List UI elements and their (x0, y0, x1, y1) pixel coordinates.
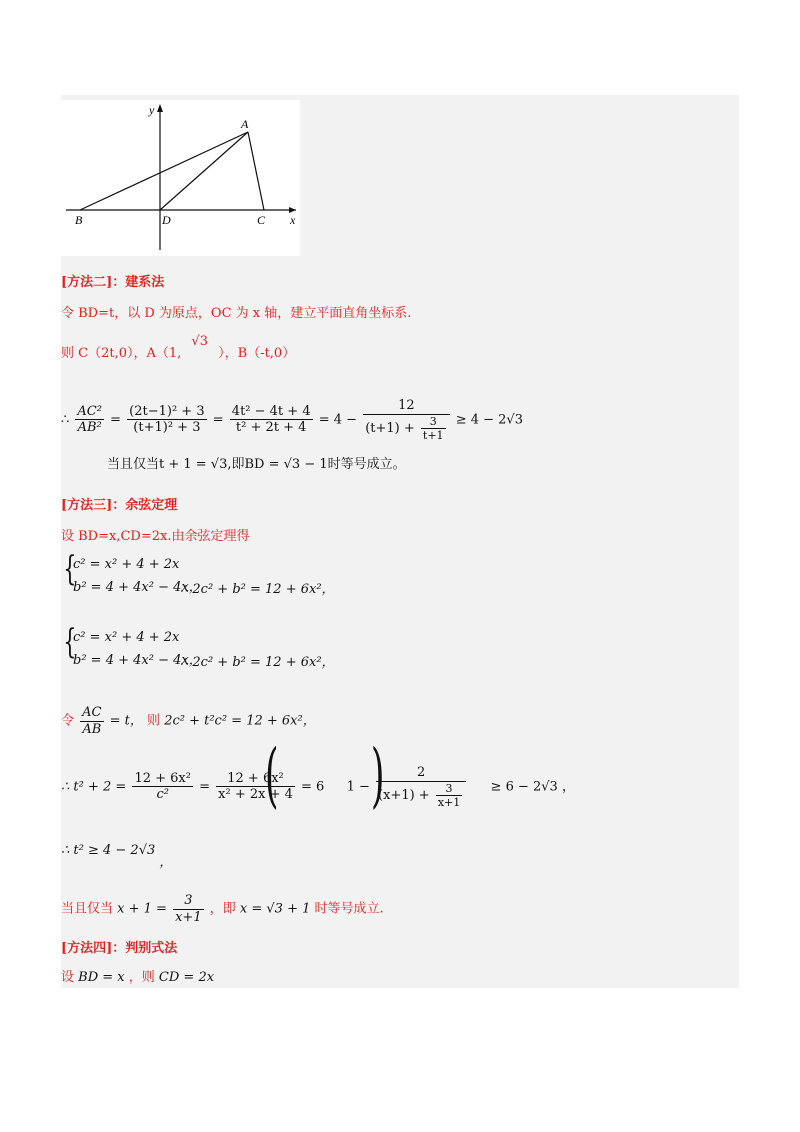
let-then: 则 (147, 713, 161, 729)
frac-den: x+1 (175, 909, 202, 925)
equals-sign: = (199, 779, 210, 795)
cond-prefix: 当且仅当 (61, 901, 114, 917)
t2-lhs: ∴ t² + 2 = (61, 779, 127, 795)
label-c: C (257, 213, 266, 227)
segment-ba (80, 132, 248, 210)
frac-squares (127, 404, 206, 436)
let-result: 2c² + t²c² = 12 + 6x²， (164, 713, 316, 729)
set-then: ，则 (128, 970, 155, 985)
nested-frac (436, 782, 462, 809)
method4-setup (61, 970, 214, 986)
ineq-text: ∴ t² ≥ 4 − 2√3 (61, 843, 156, 858)
coords-part-b: ），B（-t,0） (218, 346, 296, 361)
t2-comma: ， (561, 779, 575, 795)
frac-over-quadratic (216, 771, 295, 803)
frac-num: (2t−1)² + 3 (129, 403, 205, 419)
set-prefix: 设 (61, 970, 75, 985)
system1-line1: c² = x² + 4 + 2x (73, 557, 180, 572)
frac-den (376, 781, 466, 809)
frac-twelve (363, 398, 449, 442)
frac-num: 3 (429, 414, 437, 428)
frac-den: x+1 (437, 795, 461, 809)
den-part: (t+1) + (365, 420, 415, 436)
t-squared-inequality (61, 843, 173, 870)
system1-line2: b² = 4 + 4x² − 4x， (73, 580, 202, 595)
frac-num: 3 (184, 893, 193, 908)
let-eq: = t， (109, 713, 143, 729)
let-ratio (61, 705, 316, 737)
frac-two (376, 765, 466, 809)
frac-den: t² + 2t + 4 (230, 419, 313, 436)
frac-num: 2 (417, 765, 426, 780)
segment-da (160, 132, 248, 210)
method2-equation (61, 398, 523, 442)
system1-result: ∴ 2c² + b² = 12 + 6x²， (180, 582, 335, 597)
equals-sign: = (212, 412, 224, 428)
system2-line2: b² = 4 + 4x² − 4x， (73, 653, 202, 668)
cond-suffix: 时等号成立. (314, 901, 384, 917)
frac-polynomial (230, 404, 313, 436)
frac-num: 12 + 6x² (227, 770, 284, 786)
method2-setup: 令 BD=t，以 D 为原点，OC 为 x 轴，建立平面直角坐标系. (61, 306, 412, 321)
method2-heading: [方法二]：建系法 (61, 275, 165, 290)
geometry-figure (61, 100, 300, 256)
frac-num: AC² (77, 403, 102, 419)
cond-lhs: x + 1 = (117, 901, 167, 917)
coords-part-a: 则 C（2t,0），A（1, (61, 346, 182, 361)
frac-den: (t+1)² + 3 (127, 419, 206, 436)
therefore-symbol: ∴ (61, 412, 70, 428)
den-part: (x+1) + (378, 787, 430, 803)
method3-intro: 设 BD=x,CD=2x.由余弦定理得 (61, 529, 250, 544)
method4-heading: [方法四]：判别式法 (61, 941, 178, 956)
nested-frac (421, 415, 446, 442)
coords-sqrt: √3 (191, 334, 208, 349)
set-bd: BD = x (78, 970, 125, 985)
frac-den: t+1 (422, 428, 444, 442)
label-x: x (290, 213, 296, 227)
one-minus: 1 − (346, 779, 370, 795)
frac-ac-ab (80, 705, 103, 737)
method3-condition (61, 893, 384, 925)
cond-x: x = √3 + 1 (239, 901, 311, 917)
frac-over-c2 (132, 771, 193, 803)
minus-term: = 4 − (318, 412, 358, 428)
left-brace: { (63, 549, 77, 589)
frac-num: 3 (445, 781, 453, 795)
frac-num: 12 (398, 398, 415, 413)
triangle-diagram (61, 100, 300, 256)
method3-heading: [方法三]：余弦定理 (61, 498, 178, 513)
y-axis-arrow (157, 104, 163, 112)
set-cd: CD = 2x (158, 970, 215, 985)
right-paren: ) (370, 734, 385, 816)
inequality-result: ≥ 4 − 2√3 (455, 412, 523, 428)
frac-ac2-ab2 (75, 404, 104, 436)
let-prefix: 令 (61, 713, 75, 729)
system2-result: ∴ 2c² + b² = 12 + 6x²， (180, 655, 335, 670)
frac-den: x² + 2x + 4 (218, 787, 293, 803)
segment-ac (248, 132, 264, 210)
t-squared-equation (61, 765, 575, 809)
frac-den: AB² (75, 419, 104, 436)
label-a: A (241, 117, 249, 131)
frac-three (173, 893, 204, 925)
equals-sign: = (110, 412, 122, 428)
frac-den: AB (80, 721, 103, 738)
ineq-comma: ， (159, 855, 173, 870)
left-paren: ( (264, 734, 279, 816)
t2-result: ≥ 6 − 2√3 (490, 779, 558, 795)
label-y: y (149, 103, 155, 117)
label-b: B (75, 213, 83, 227)
six-factor: = 6 (301, 779, 325, 795)
label-d: D (162, 213, 171, 227)
system2-line1: c² = x² + 4 + 2x (73, 630, 180, 645)
method2-condition: 当且仅当t + 1 = √3,即BD = √3 − 1时等号成立。 (107, 457, 406, 472)
frac-num: AC (82, 705, 102, 720)
frac-num: 12 + 6x² (134, 770, 191, 786)
left-brace: { (63, 622, 77, 662)
frac-den (363, 414, 449, 442)
method2-coords (61, 334, 296, 362)
frac-den: c² (132, 786, 193, 803)
cond-mid: ，即 (209, 901, 236, 917)
frac-num: 4t² − 4t + 4 (231, 403, 311, 419)
